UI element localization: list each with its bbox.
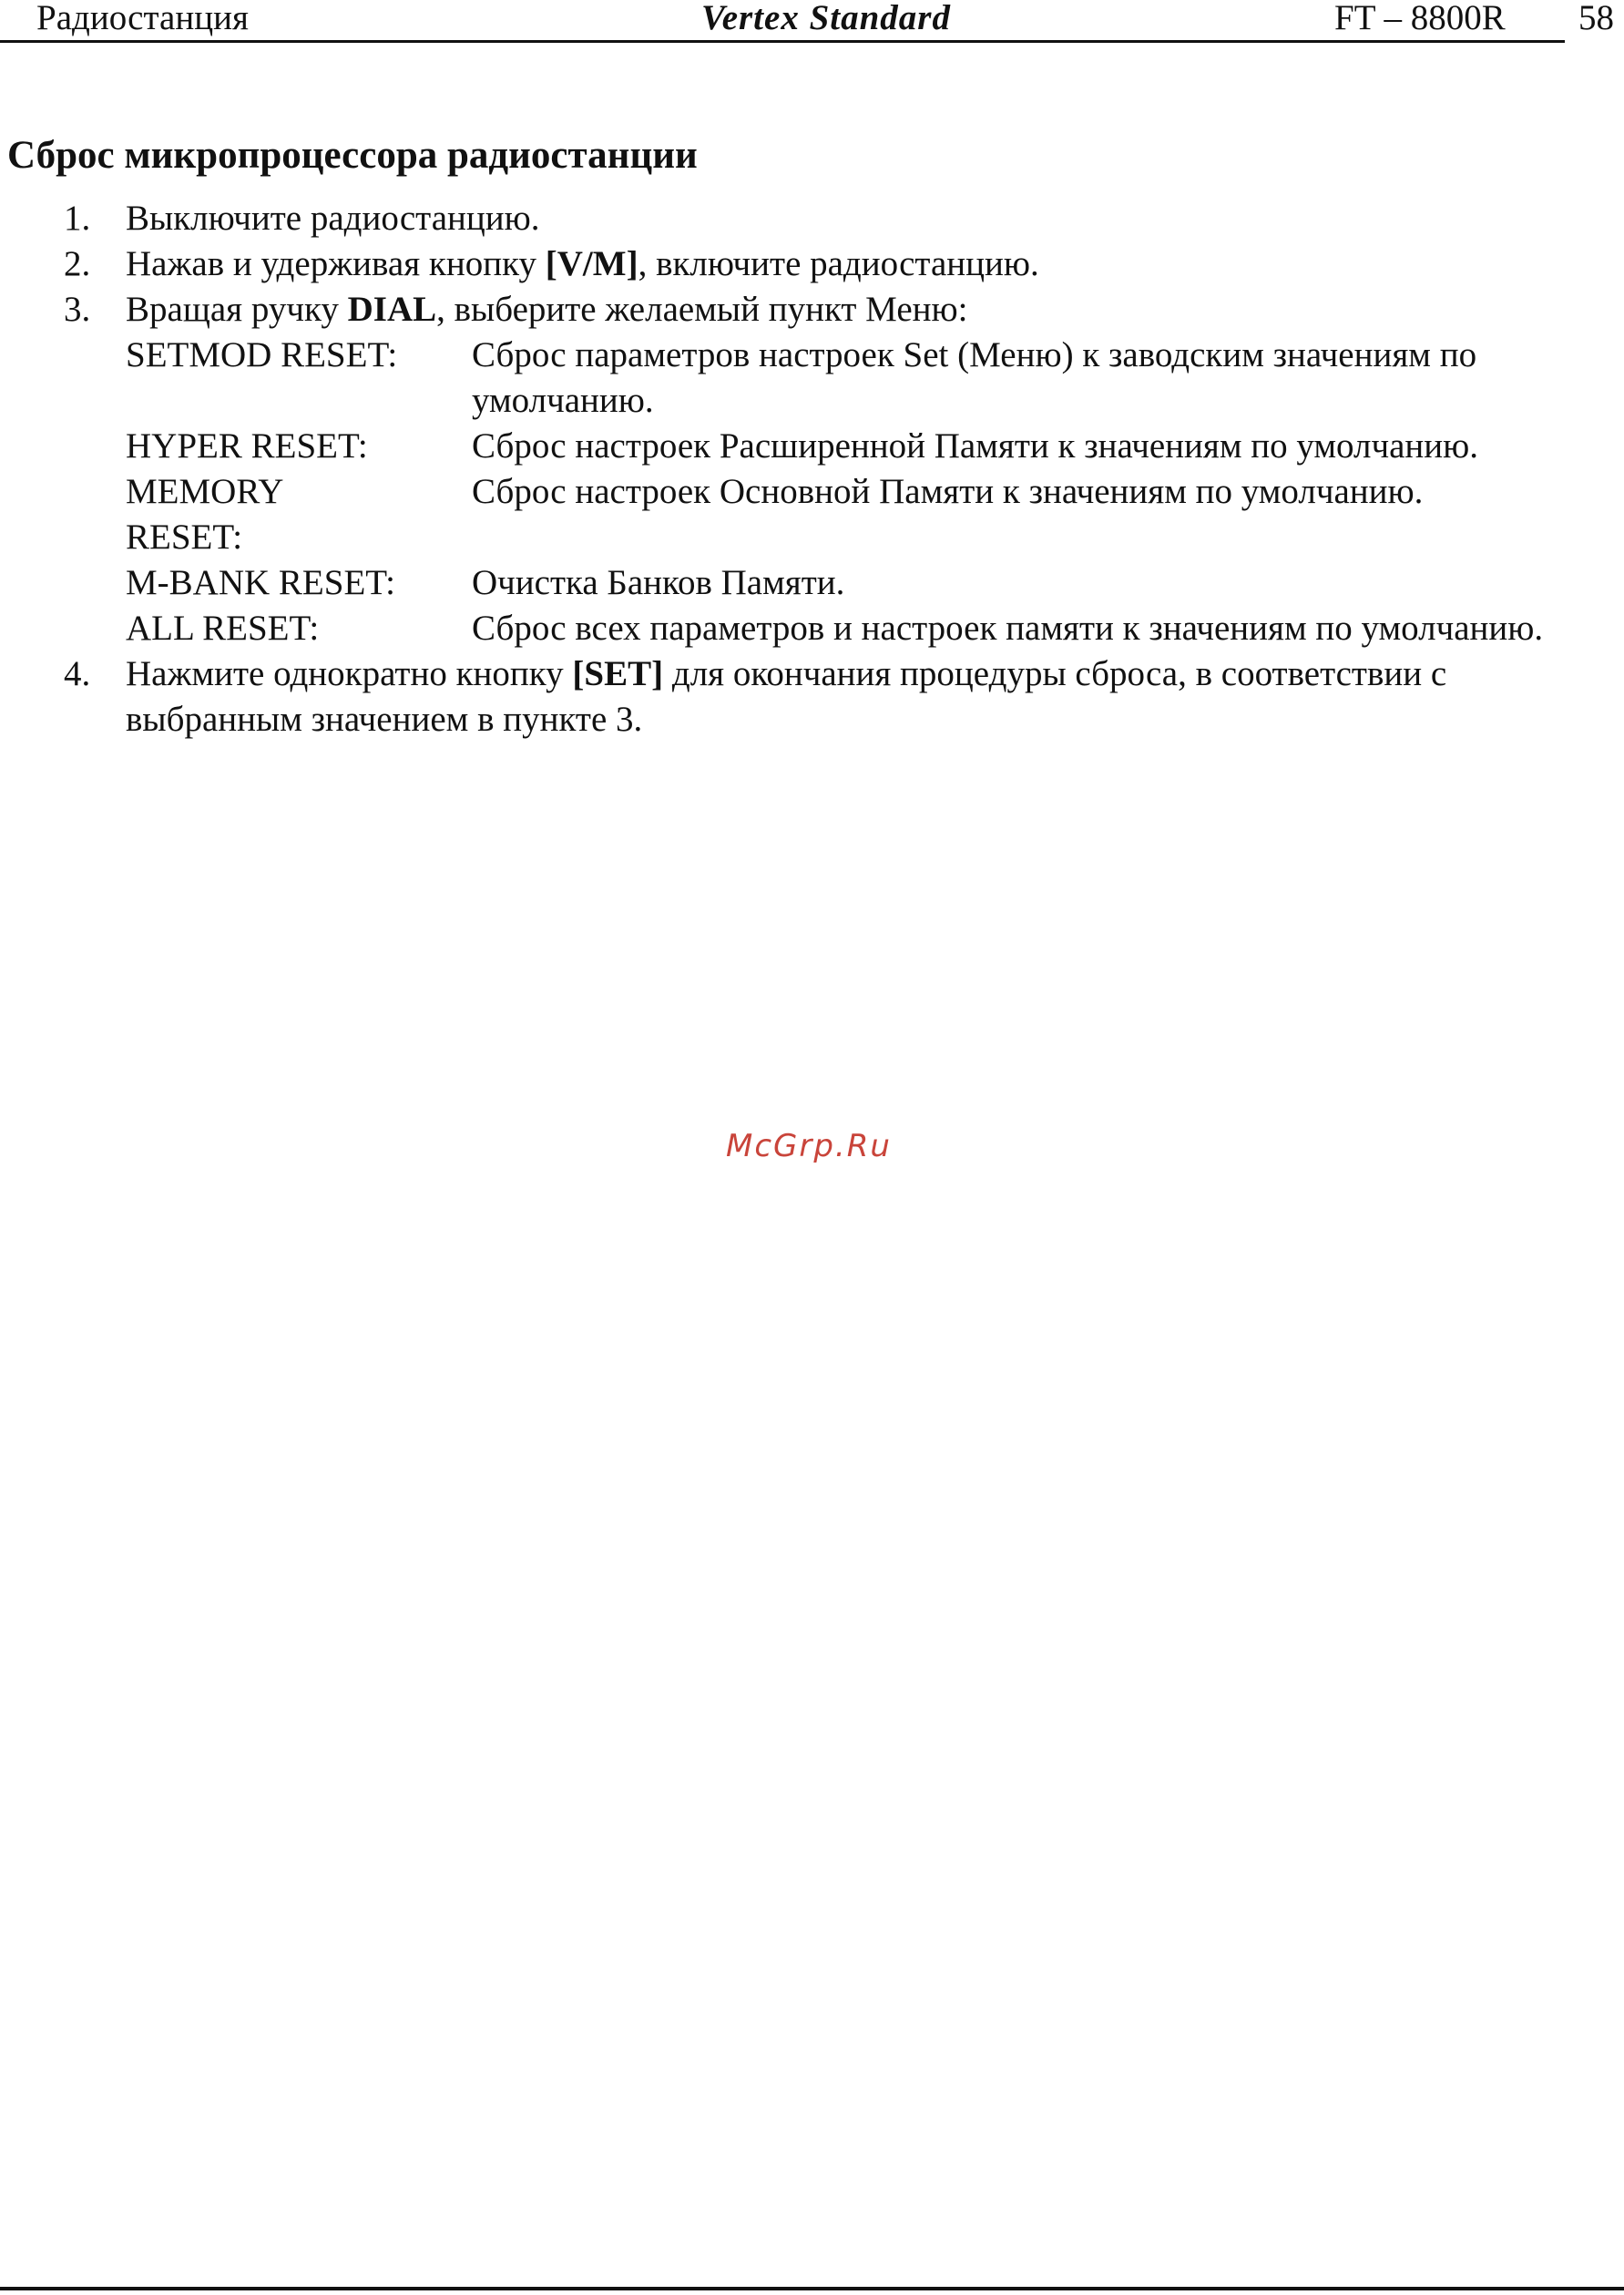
step-text-after: для окончания процедуры сброса, в соответствии с выбранным значением в пункте 3. [126, 654, 1447, 739]
option-hyper-reset [126, 424, 1624, 469]
step-text [126, 654, 1446, 739]
header-brand: Vertex Standard [701, 0, 951, 37]
option-description: Очистка Банков Памяти. [472, 563, 845, 602]
step-text-after: , выберите желаемый пункт Меню: [436, 290, 968, 329]
steps-list [0, 196, 1624, 743]
option-setmod-reset [126, 333, 1624, 424]
step-number: 1. [64, 199, 91, 238]
option-description: Сброс настроек Основной Памяти к значениям по умолчанию. [472, 472, 1424, 511]
page-header [0, 0, 1624, 44]
vm-key-label: [V/M] [545, 244, 638, 283]
step-3 [0, 287, 1619, 333]
step-text [126, 244, 1039, 283]
option-key: MEMORY RESET: [126, 472, 282, 557]
option-key: HYPER RESET: [126, 426, 368, 466]
step-text-before: Нажав и удерживая кнопку [126, 244, 546, 283]
step-number: 4. [64, 654, 91, 693]
watermark: McGrp.Ru [726, 1128, 892, 1164]
header-divider [0, 40, 1565, 43]
option-description: Сброс параметров настроек Set (Меню) к заводским значениям по умолчанию. [472, 335, 1477, 420]
option-description: Сброс настроек Расширенной Памяти к значениям по умолчанию. [472, 426, 1479, 466]
footer-divider [0, 2287, 1624, 2290]
header-model: FT – 8800R [1334, 0, 1506, 37]
set-key-label: [SET] [572, 654, 664, 693]
option-memory-reset [126, 469, 1624, 560]
section-title: Сброс микропроцессора радиостанции [7, 134, 698, 177]
step-number: 3. [64, 290, 91, 329]
dial-key-label: DIAL [347, 290, 437, 329]
page-number: 58 [1578, 0, 1614, 37]
step-4 [0, 651, 1619, 743]
step-text: Выключите радиостанцию. [126, 199, 540, 238]
step-text-before: Нажмите однократно кнопку [126, 654, 573, 693]
option-mbank-reset [126, 560, 1624, 606]
step-number: 2. [64, 244, 91, 283]
option-all-reset [126, 606, 1624, 651]
step-1 [0, 196, 1619, 241]
reset-options-table [126, 333, 1624, 651]
option-key: SETMOD RESET: [126, 335, 398, 374]
step-text-before: Вращая ручку [126, 290, 348, 329]
step-2 [0, 241, 1619, 287]
option-key: M-BANK RESET: [126, 563, 395, 602]
step-text [126, 290, 967, 329]
step-text-after: , включите радиостанцию. [638, 244, 1039, 283]
option-key: ALL RESET: [126, 609, 320, 648]
header-section: Радиостанция [36, 0, 249, 37]
option-description: Сброс всех параметров и настроек памяти к значениям по умолчанию. [472, 609, 1544, 648]
